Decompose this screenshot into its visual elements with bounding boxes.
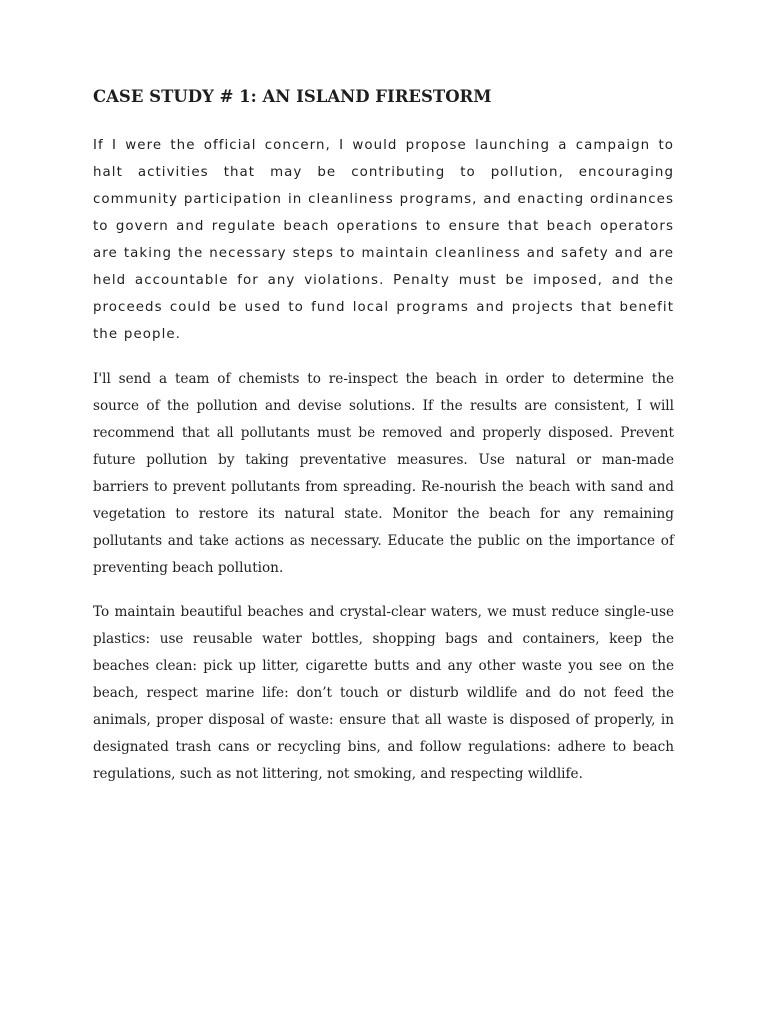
paragraph-maintenance: To maintain beautiful beaches and crystal-clear waters, we must reduce single-use plastics: use reusable water bottles, shopping bags and containers, keep the beaches clean: pick up litter, cigarette butts and any other waste you see on the beach, respect marine life: don’t touch or disturb wildlife and do not feed the animals, proper disposal of waste: ensure that all waste is disposed of properly, in designated trash cans or recycling bins, and follow regulations: adhere to beach regulations, such as not littering, not smoking, and respecting wildlife. [93,604,674,782]
document-title: CASE STUDY # 1: AN ISLAND FIRESTORM [93,87,492,106]
paragraph-proposal: If I were the official concern, I would propose launching a campaign to halt activities that may be contributing to pollution, encouraging community participation in cleanliness programs, and enacting ordinances to govern and regulate beach operations to ensure that beach operators are taking the necessary steps to maintain cleanliness and safety and are held accountable for any violations. Penalty must be imposed, and the proceeds could be used to fund local programs and projects that benefit the people. [93,138,674,342]
paragraph-inspection: I'll send a team of chemists to re-inspect the beach in order to determine the source of the pollution and devise solutions. If the results are consistent, I will recommend that all pollutants must be removed and properly disposed. Prevent future pollution by taking preventative measures. Use natural or man-made barriers to prevent pollutants from spreading. Re-nourish the beach with sand and vegetation to restore its natural state. Monitor the beach for any remaining pollutants and take actions as necessary. Educate the public on the importance of preventing beach pollution. [93,371,674,576]
